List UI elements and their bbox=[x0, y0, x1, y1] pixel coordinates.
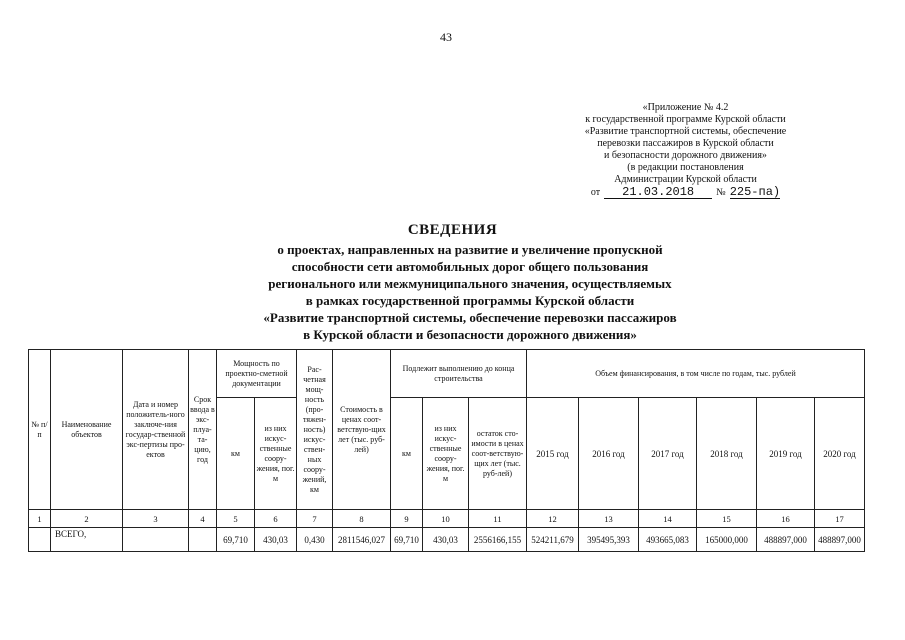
col-header-capacity-structures: из них искус-ственные соору-жения, пог. м bbox=[255, 398, 297, 510]
document-subtitle bbox=[220, 241, 720, 343]
resolution-dateline bbox=[578, 186, 793, 199]
appendix-line: Администрации Курской области bbox=[614, 174, 757, 185]
subtitle-line: «Развитие транспортной системы, обеспечение перевозки пассажиров bbox=[263, 310, 677, 325]
col-header-design-capacity: Рас-четная мощ-ность (про-тяжен-ность) искус-ствен-ных соору-жений, км bbox=[297, 350, 333, 510]
total-cell: 165000,000 bbox=[697, 528, 757, 552]
appendix-line: к государственной программе Курской области bbox=[585, 114, 786, 125]
total-cell: 2556166,155 bbox=[469, 528, 527, 552]
col-header-funding-group: Объем финансирования, в том числе по годам, тыс. рублей bbox=[527, 350, 865, 398]
column-number: 10 bbox=[423, 510, 469, 528]
appendix-line: «Развитие транспортной системы, обеспечение bbox=[584, 126, 787, 137]
col-header-name: Наименование объектов bbox=[51, 350, 123, 510]
col-header-expertise: Дата и номер положитель-ного заключе-ния государ-ственной экс-пертизы про-ектов bbox=[123, 350, 189, 510]
appendix-line: «Приложение № 4.2 bbox=[642, 102, 729, 113]
page-number: 43 bbox=[440, 30, 452, 44]
date-prefix: от bbox=[590, 187, 601, 198]
resolution-number: 225-па) bbox=[729, 185, 781, 199]
col-header-year: 2019 год bbox=[757, 398, 815, 510]
total-cell: 69,710 bbox=[391, 528, 423, 552]
col-header-remaining-structures: из них искус-ственные соору-жения, пог. м bbox=[423, 398, 469, 510]
appendix-line: (в редакции постановления bbox=[627, 162, 744, 173]
col-header-capacity-group: Мощность по проектно-сметной документации bbox=[217, 350, 297, 398]
subtitle-line: регионального или межмуниципального значения, осуществляемых bbox=[268, 276, 672, 291]
col-header-year: 2020 год bbox=[815, 398, 865, 510]
column-number-row bbox=[29, 510, 865, 528]
column-number: 17 bbox=[815, 510, 865, 528]
total-cell bbox=[123, 528, 189, 552]
col-header-year: 2018 год bbox=[697, 398, 757, 510]
total-cell: 430,03 bbox=[423, 528, 469, 552]
document-title: СВЕДЕНИЯ bbox=[407, 222, 498, 238]
col-header-term: Срок ввода в экс-плуа-та-цию, год bbox=[189, 350, 217, 510]
col-header-cost: Стоимость в ценах соот-ветствую-щих лет (тыс. руб-лей) bbox=[333, 350, 391, 510]
column-number: 14 bbox=[639, 510, 697, 528]
appendix-line: перевозки пассажиров в Курской области bbox=[597, 138, 774, 149]
column-number: 2 bbox=[51, 510, 123, 528]
total-cell: 430,03 bbox=[255, 528, 297, 552]
column-number: 4 bbox=[189, 510, 217, 528]
total-cell: 488897,000 bbox=[815, 528, 865, 552]
total-cell: 0,430 bbox=[297, 528, 333, 552]
column-number: 6 bbox=[255, 510, 297, 528]
column-number: 3 bbox=[123, 510, 189, 528]
col-header-capacity-km: км bbox=[217, 398, 255, 510]
total-cell: 395495,393 bbox=[579, 528, 639, 552]
subtitle-line: в Курской области и безопасности дорожного движения» bbox=[303, 327, 637, 342]
col-header-year: 2017 год bbox=[639, 398, 697, 510]
header-row bbox=[29, 350, 865, 398]
subtitle-line: в рамках государственной программы Курской области bbox=[305, 293, 635, 308]
total-cell bbox=[29, 528, 51, 552]
total-cell bbox=[189, 528, 217, 552]
projects-table bbox=[28, 349, 865, 552]
col-header-year: 2015 год bbox=[527, 398, 579, 510]
appendix-line: и безопасности дорожного движения» bbox=[604, 150, 767, 161]
subtitle-line: способности сети автомобильных дорог общего пользования bbox=[291, 259, 649, 274]
col-header-num: № п/п bbox=[29, 350, 51, 510]
column-number: 8 bbox=[333, 510, 391, 528]
column-number: 7 bbox=[297, 510, 333, 528]
resolution-date: 21.03.2018 bbox=[604, 186, 712, 199]
column-number: 16 bbox=[757, 510, 815, 528]
column-number: 13 bbox=[579, 510, 639, 528]
total-row bbox=[29, 528, 865, 552]
column-number: 1 bbox=[29, 510, 51, 528]
col-header-remaining-group: Подлежит выполнению до конца строительства bbox=[391, 350, 527, 398]
column-number: 15 bbox=[697, 510, 757, 528]
total-cell: 493665,083 bbox=[639, 528, 697, 552]
total-label: ВСЕГО, bbox=[51, 528, 123, 552]
col-header-remaining-cost: остаток сто-имости в ценах соот-ветствую-щих лет (тыс. руб-лей) bbox=[469, 398, 527, 510]
col-header-year: 2016 год bbox=[579, 398, 639, 510]
column-number: 11 bbox=[469, 510, 527, 528]
col-header-remaining-km: км bbox=[391, 398, 423, 510]
total-cell: 2811546,027 bbox=[333, 528, 391, 552]
column-number: 9 bbox=[391, 510, 423, 528]
total-cell: 488897,000 bbox=[757, 528, 815, 552]
number-prefix: № bbox=[716, 187, 726, 198]
total-cell: 524211,679 bbox=[527, 528, 579, 552]
column-number: 12 bbox=[527, 510, 579, 528]
appendix-block bbox=[578, 102, 793, 199]
column-number: 5 bbox=[217, 510, 255, 528]
subtitle-line: о проектах, направленных на развитие и увеличение пропускной bbox=[277, 242, 663, 257]
total-cell: 69,710 bbox=[217, 528, 255, 552]
